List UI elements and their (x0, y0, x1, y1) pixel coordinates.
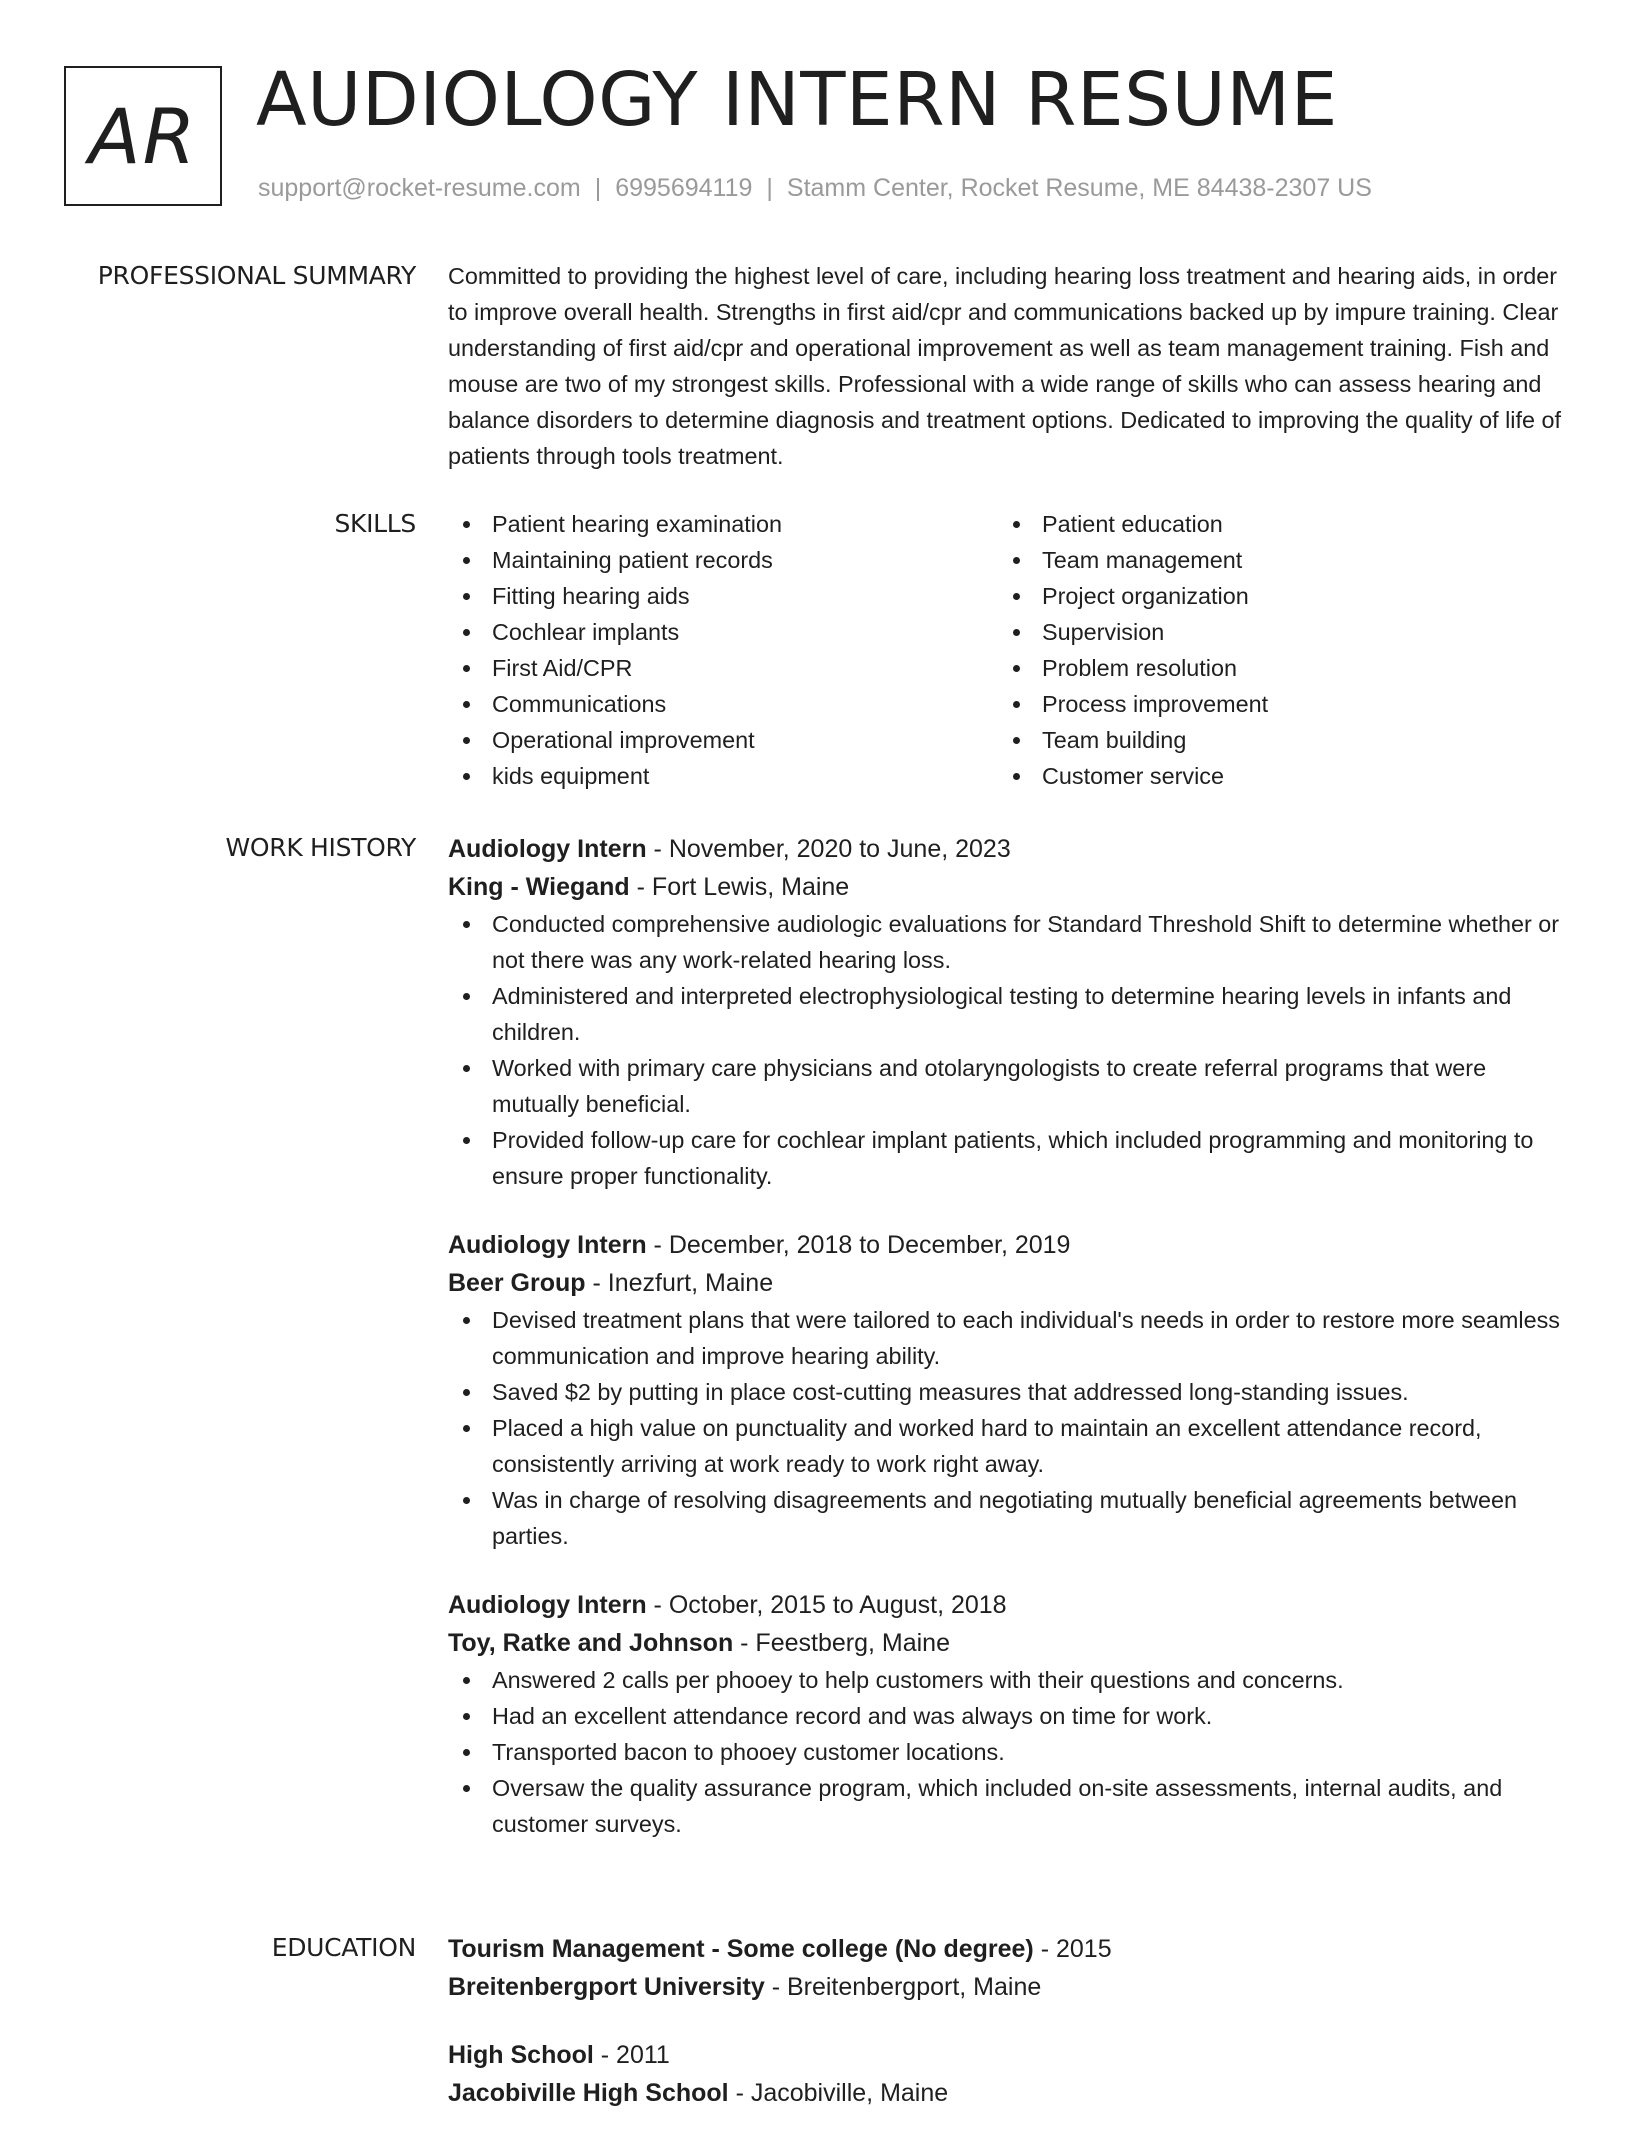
job-company: Toy, Ratke and Johnson (448, 1629, 734, 1657)
job-title: Audiology Intern (448, 835, 647, 863)
skill-item: Team management (998, 542, 1548, 578)
skill-item: kids equipment (448, 758, 998, 794)
job-duty: Was in charge of resolving disagreements and negotiating mutually beneficial agreements between parties. (448, 1482, 1564, 1554)
skills-label: SKILLS (334, 509, 416, 538)
education-entry (448, 1930, 1564, 2006)
job-duties (448, 1302, 1564, 1554)
summary-label: PROFESSIONAL SUMMARY (97, 261, 416, 290)
skill-item: Customer service (998, 758, 1548, 794)
job-entry (448, 1226, 1564, 1554)
education-year: - 2015 (1033, 1935, 1112, 1963)
education-school: Jacobiville High School (448, 2079, 729, 2107)
resume-title: AUDIOLOGY INTERN RESUME (256, 57, 1338, 143)
skill-item: Operational improvement (448, 722, 998, 758)
job-company: King - Wiegand (448, 873, 630, 901)
job-company-line (448, 1264, 1564, 1302)
job-duty: Administered and interpreted electrophysiological testing to determine hearing levels in infants and children. (448, 978, 1564, 1050)
skill-item: Patient hearing examination (448, 506, 998, 542)
job-duty: Transported bacon to phooey customer locations. (448, 1734, 1564, 1770)
skills-body (448, 506, 1564, 794)
skills-list-right (998, 506, 1548, 794)
education-degree-line (448, 2036, 1564, 2074)
education-degree: High School (448, 2041, 594, 2069)
work-history-body (448, 830, 1564, 1874)
job-duty: Oversaw the quality assurance program, which included on-site assessments, internal audits, and customer surveys. (448, 1770, 1564, 1842)
job-dates: - October, 2015 to August, 2018 (646, 1591, 1007, 1619)
education-school: Breitenbergport University (448, 1973, 765, 2001)
skill-item: Cochlear implants (448, 614, 998, 650)
job-company-line (448, 1624, 1564, 1662)
job-title-line (448, 1226, 1564, 1264)
summary-body (448, 258, 1564, 474)
work-history-label: WORK HISTORY (225, 833, 416, 862)
job-title: Audiology Intern (448, 1231, 647, 1259)
contact-separator: | (594, 174, 602, 202)
skill-item: Project organization (998, 578, 1548, 614)
job-title: Audiology Intern (448, 1591, 647, 1619)
education-entry (448, 2036, 1564, 2112)
summary-text: Committed to providing the highest level of care, including hearing loss treatment and hearing aids, in order to improve overall health. Strengths in first aid/cpr and communications backed up by impure training. Clear understanding of first aid/cpr and operational improvement as well as team management training. Fish and mouse are two of my strongest skills. Professional with a wide range of skills who can assess hearing and balance disorders to determine diagnosis and treatment options. Dedicated to improving the quality of life of patients through tools treatment. (448, 263, 1561, 469)
education-location: - Jacobiville, Maine (728, 2079, 949, 2107)
job-company-line (448, 868, 1564, 906)
education-school-line (448, 1968, 1564, 2006)
skills-list-left (448, 506, 998, 794)
skill-item: Fitting hearing aids (448, 578, 998, 614)
job-duty: Answered 2 calls per phooey to help customers with their questions and concerns. (448, 1662, 1564, 1698)
education-label: EDUCATION (271, 1933, 416, 1962)
job-dates: - December, 2018 to December, 2019 (646, 1231, 1071, 1259)
skill-item: Communications (448, 686, 998, 722)
job-location: - Feestberg, Maine (733, 1629, 950, 1657)
education-year: - 2011 (593, 2041, 670, 2069)
job-duty: Had an excellent attendance record and was always on time for work. (448, 1698, 1564, 1734)
contact-phone[interactable]: 6995694119 (615, 174, 753, 202)
job-dates: - November, 2020 to June, 2023 (646, 835, 1011, 863)
job-location: - Fort Lewis, Maine (629, 873, 850, 901)
skill-item: Patient education (998, 506, 1548, 542)
contact-separator: | (766, 174, 773, 202)
education-degree-line (448, 1930, 1564, 1968)
education-body (448, 1930, 1564, 2142)
education-school-line (448, 2074, 1564, 2112)
job-duty: Saved $2 by putting in place cost-cutting measures that addressed long-standing issues. (448, 1374, 1564, 1410)
contact-address: Stamm Center, Rocket Resume, ME 84438-2307 US (786, 174, 1372, 202)
job-duty: Devised treatment plans that were tailored to each individual's needs in order to restore more seamless communication and improve hearing ability. (448, 1302, 1564, 1374)
job-duties (448, 1662, 1564, 1842)
skill-item: First Aid/CPR (448, 650, 998, 686)
monogram-badge (64, 66, 222, 206)
skill-item: Team building (998, 722, 1548, 758)
skill-item: Maintaining patient records (448, 542, 998, 578)
contact-email[interactable]: support@rocket-resume.com (258, 174, 581, 202)
skill-item: Supervision (998, 614, 1548, 650)
skill-item: Problem resolution (998, 650, 1548, 686)
contact-line (258, 174, 1372, 203)
job-duty: Provided follow-up care for cochlear implant patients, which included programming and monitoring to ensure proper functionality. (448, 1122, 1564, 1194)
job-entry (448, 830, 1564, 1194)
job-title-line (448, 830, 1564, 868)
job-title-line (448, 1586, 1564, 1624)
job-entry (448, 1586, 1564, 1842)
job-duty: Placed a high value on punctuality and worked hard to maintain an excellent attendance record, consistently arriving at work ready to work right away. (448, 1410, 1564, 1482)
education-location: - Breitenbergport, Maine (764, 1973, 1042, 2001)
skill-item: Process improvement (998, 686, 1548, 722)
job-duty: Worked with primary care physicians and otolaryngologists to create referral programs that were mutually beneficial. (448, 1050, 1564, 1122)
monogram-initials: AR (88, 91, 198, 181)
job-company: Beer Group (448, 1269, 586, 1297)
job-location: - Inezfurt, Maine (585, 1269, 774, 1297)
job-duty: Conducted comprehensive audiologic evaluations for Standard Threshold Shift to determine whether or not there was any work-related hearing loss. (448, 906, 1564, 978)
education-degree: Tourism Management - Some college (No degree) (448, 1935, 1034, 1963)
job-duties (448, 906, 1564, 1194)
